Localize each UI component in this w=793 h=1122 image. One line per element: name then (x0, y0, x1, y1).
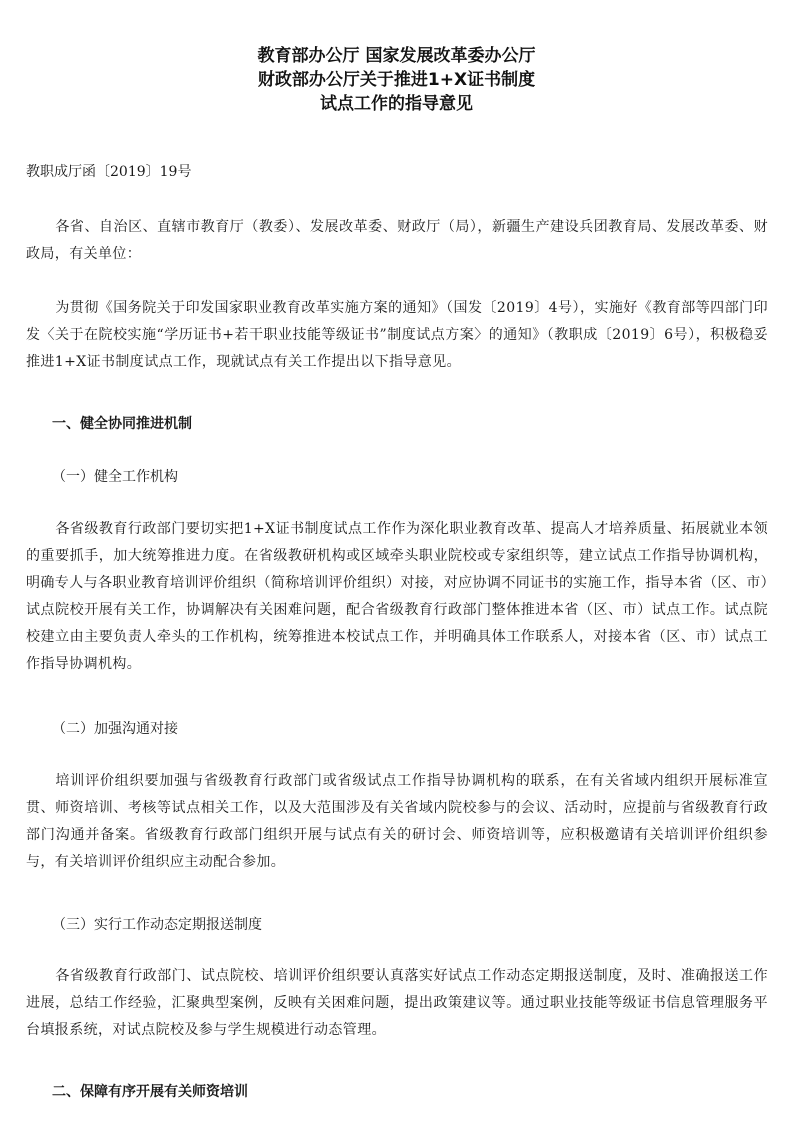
subsection-3-heading: （三）实行工作动态定期报送制度 (52, 917, 262, 933)
title-line-1: 教育部办公厅 国家发展改革委办公厅 (257, 46, 536, 66)
section-2-heading: 二、保障有序开展有关师资培训 (52, 1084, 248, 1100)
document-title (0, 44, 793, 116)
title-line-3: 试点工作的指导意见 (320, 94, 473, 114)
title-line-2: 财政部办公厅关于推进1+X证书制度 (257, 70, 536, 90)
subsection-3-paragraph: 各省级教育行政部门、试点院校、培训评价组织要认真落实好试点工作动态定期报送制度，及时、准确报送工作进展，总结工作经验，汇聚典型案例，反映有关困难问题，提出政策建议等。通过职业技能等级证书信息管理服务平台填报系统，对试点院校及参与学生规模进行动态管理。 (26, 968, 768, 1038)
intro-paragraph: 为贯彻《国务院关于印发国家职业教育改革实施方案的通知》（国发〔2019〕4号），实施好《教育部等四部门印发〈关于在院校实施“学历证书+若干职业技能等级证书”制度试点方案〉的通知》（教职成〔2019〕6号），积极稳妥推进1+X证书制度试点工作，现就试点有关工作提出以下指导意见。 (26, 300, 768, 370)
section-1-heading: 一、健全协同推进机制 (52, 416, 192, 432)
subsection-2-paragraph: 培训评价组织要加强与省级教育行政部门或省级试点工作指导协调机构的联系，在有关省域内组织开展标准宣贯、师资培训、考核等试点相关工作，以及大范围涉及有关省域内院校参与的会议、活动时，应提前与省级教育行政部门沟通并备案。省级教育行政部门组织开展与试点有关的研讨会、师资培训等，应积极邀请有关培训评价组织参与，有关培训评价组织应主动配合参加。 (26, 773, 768, 870)
document-number: 教职成厅函〔2019〕19号 (26, 164, 192, 180)
subsection-1-heading: （一）健全工作机构 (52, 469, 178, 485)
subsection-1-paragraph: 各省级教育行政部门要切实把1+X证书制度试点工作作为深化职业教育改革、提高人才培养质量、拓展就业本领的重要抓手，加大统筹推进力度。在省级教研机构或区域牵头职业院校或专家组织等，建立试点工作指导协调机构，明确专人与各职业教育培训评价组织（简称培训评价组织）对接，对应协调不同证书的实施工作，指导本省（区、市）试点院校开展有关工作，协调解决有关困难问题，配合省级教育行政部门整体推进本省（区、市）试点工作。试点院校建立由主要负责人牵头的工作机构，统筹推进本校试点工作，并明确具体工作联系人，对接本省（区、市）试点工作指导协调机构。 (26, 521, 768, 672)
subsection-2-heading: （二）加强沟通对接 (52, 721, 178, 737)
addressee-paragraph: 各省、自治区、直辖市教育厅（教委）、发展改革委、财政厅（局），新疆生产建设兵团教育局、发展改革委、财政局，有关单位： (26, 219, 768, 262)
